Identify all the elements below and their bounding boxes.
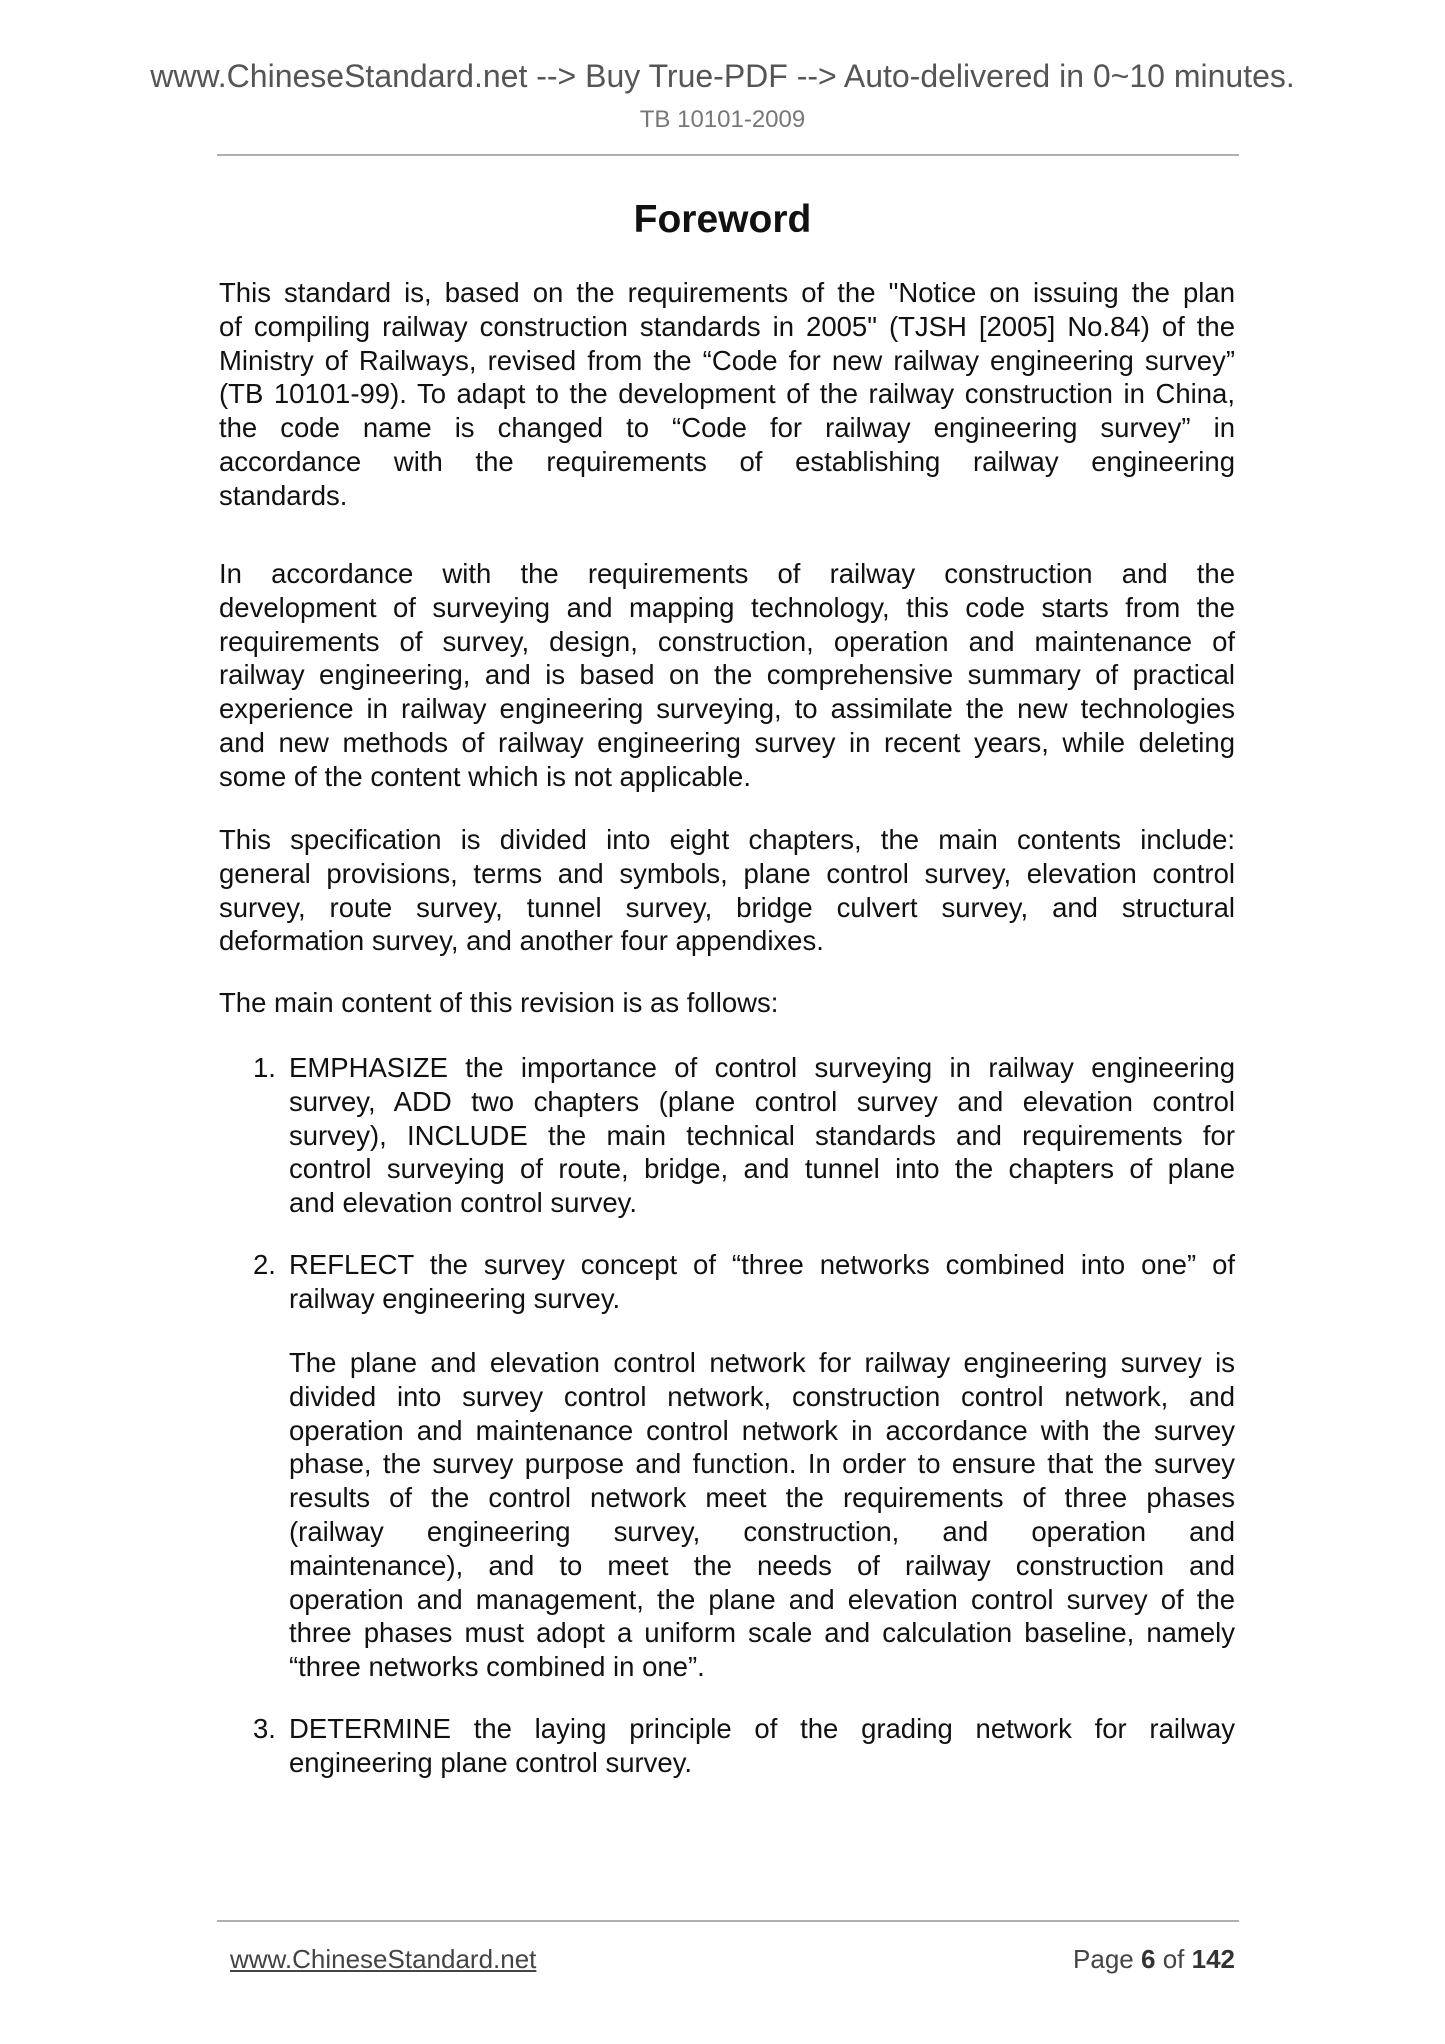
text-line: some of the content which is not applicable.	[219, 760, 751, 792]
text-line: general provisions, terms and symbols, plane control survey, elevation control	[219, 857, 1235, 889]
text-line: The main content of this revision is as follows:	[219, 987, 779, 1018]
paragraph	[219, 823, 1235, 958]
text-line: survey, route survey, tunnel survey, bridge culvert survey, and structural	[219, 891, 1235, 923]
text-line: (TB 10101-99). To adapt to the development of the railway construction in China,	[219, 378, 1235, 410]
header-banner: www.ChineseStandard.net --> Buy True-PDF --> Auto-delivered in 0~10 minutes.	[150, 58, 1295, 94]
list-item	[289, 1051, 1235, 1220]
text-line: railway engineering survey.	[289, 1282, 621, 1314]
header-divider	[217, 154, 1239, 156]
text-line: divided into survey control network, construction control network, and	[289, 1380, 1235, 1412]
text-line: This standard is, based on the requirements of the "Notice on issuing the plan	[219, 277, 1235, 308]
total-pages: 142	[1191, 1944, 1235, 1974]
text-line: deformation survey, and another four appendixes.	[219, 925, 824, 957]
text-line: railway engineering, and is based on the comprehensive summary of practical	[219, 659, 1235, 691]
text-line: The plane and elevation control network for railway engineering survey is	[289, 1347, 1235, 1378]
footer-website-link[interactable]: www.ChineseStandard.net	[230, 1944, 537, 1974]
text-line: the code name is changed to “Code for railway engineering survey” in	[219, 412, 1235, 444]
text-line: requirements of survey, design, construction, operation and maintenance of	[219, 625, 1235, 657]
text-line: survey, ADD two chapters (plane control survey and elevation control	[289, 1085, 1235, 1117]
text-line: phase, the survey purpose and function. In order to ensure that the survey	[289, 1448, 1235, 1480]
page-indicator	[1073, 1944, 1235, 1975]
list-number: 3.	[253, 1713, 276, 1744]
text-line: engineering plane control survey.	[289, 1746, 693, 1778]
text-line: REFLECT the survey concept of “three networks combined into one” of	[289, 1249, 1235, 1280]
text-line: DETERMINE the laying principle of the grading network for railway	[289, 1713, 1235, 1744]
text-line: development of surveying and mapping technology, this code starts from the	[219, 591, 1235, 623]
text-line: “three networks combined in one”.	[289, 1651, 705, 1683]
list-item	[289, 1248, 1235, 1316]
text-line: three phases must adopt a uniform scale and calculation baseline, namely	[289, 1617, 1235, 1649]
text-line: control surveying of route, bridge, and tunnel into the chapters of plane	[289, 1153, 1235, 1185]
text-line: operation and maintenance control network in accordance with the survey	[289, 1414, 1235, 1446]
text-line: survey), INCLUDE the main technical standards and requirements for	[289, 1119, 1235, 1151]
text-line: experience in railway engineering surveying, to assimilate the new technologies	[219, 693, 1235, 725]
page-of: of	[1162, 1944, 1185, 1974]
text-line: results of the control network meet the requirements of three phases	[289, 1482, 1235, 1514]
text-line: maintenance), and to meet the needs of railway construction and	[289, 1549, 1235, 1581]
text-line: (railway engineering survey, construction, and operation and	[289, 1515, 1235, 1547]
page-title: Foreword	[633, 198, 812, 241]
list-number: 1.	[253, 1052, 276, 1083]
list-item-paragraph	[289, 1346, 1235, 1684]
text-line: and elevation control survey.	[289, 1187, 638, 1219]
page-prefix: Page	[1073, 1944, 1134, 1974]
document-code: TB 10101-2009	[639, 106, 806, 133]
text-line: In accordance with the requirements of railway construction and the	[219, 558, 1235, 589]
text-line: of compiling railway construction standards in 2005" (TJSH [2005] No.84) of the	[219, 310, 1235, 342]
paragraph	[219, 986, 1235, 1020]
text-line: operation and management, the plane and elevation control survey of the	[289, 1583, 1235, 1615]
text-line: accordance with the requirements of establishing railway engineering	[219, 445, 1235, 477]
text-line: Ministry of Railways, revised from the “Code for new railway engineering survey”	[219, 344, 1235, 376]
current-page: 6	[1140, 1944, 1156, 1974]
footer-divider	[217, 1920, 1239, 1922]
text-line: EMPHASIZE the importance of control surveying in railway engineering	[289, 1052, 1235, 1083]
list-number: 2.	[253, 1249, 276, 1280]
text-line: standards.	[219, 479, 348, 511]
list-item	[289, 1712, 1235, 1780]
text-line: and new methods of railway engineering survey in recent years, while deleting	[219, 726, 1235, 758]
paragraph	[219, 276, 1235, 513]
text-line: This specification is divided into eight chapters, the main contents include:	[219, 824, 1235, 855]
paragraph	[219, 557, 1235, 794]
